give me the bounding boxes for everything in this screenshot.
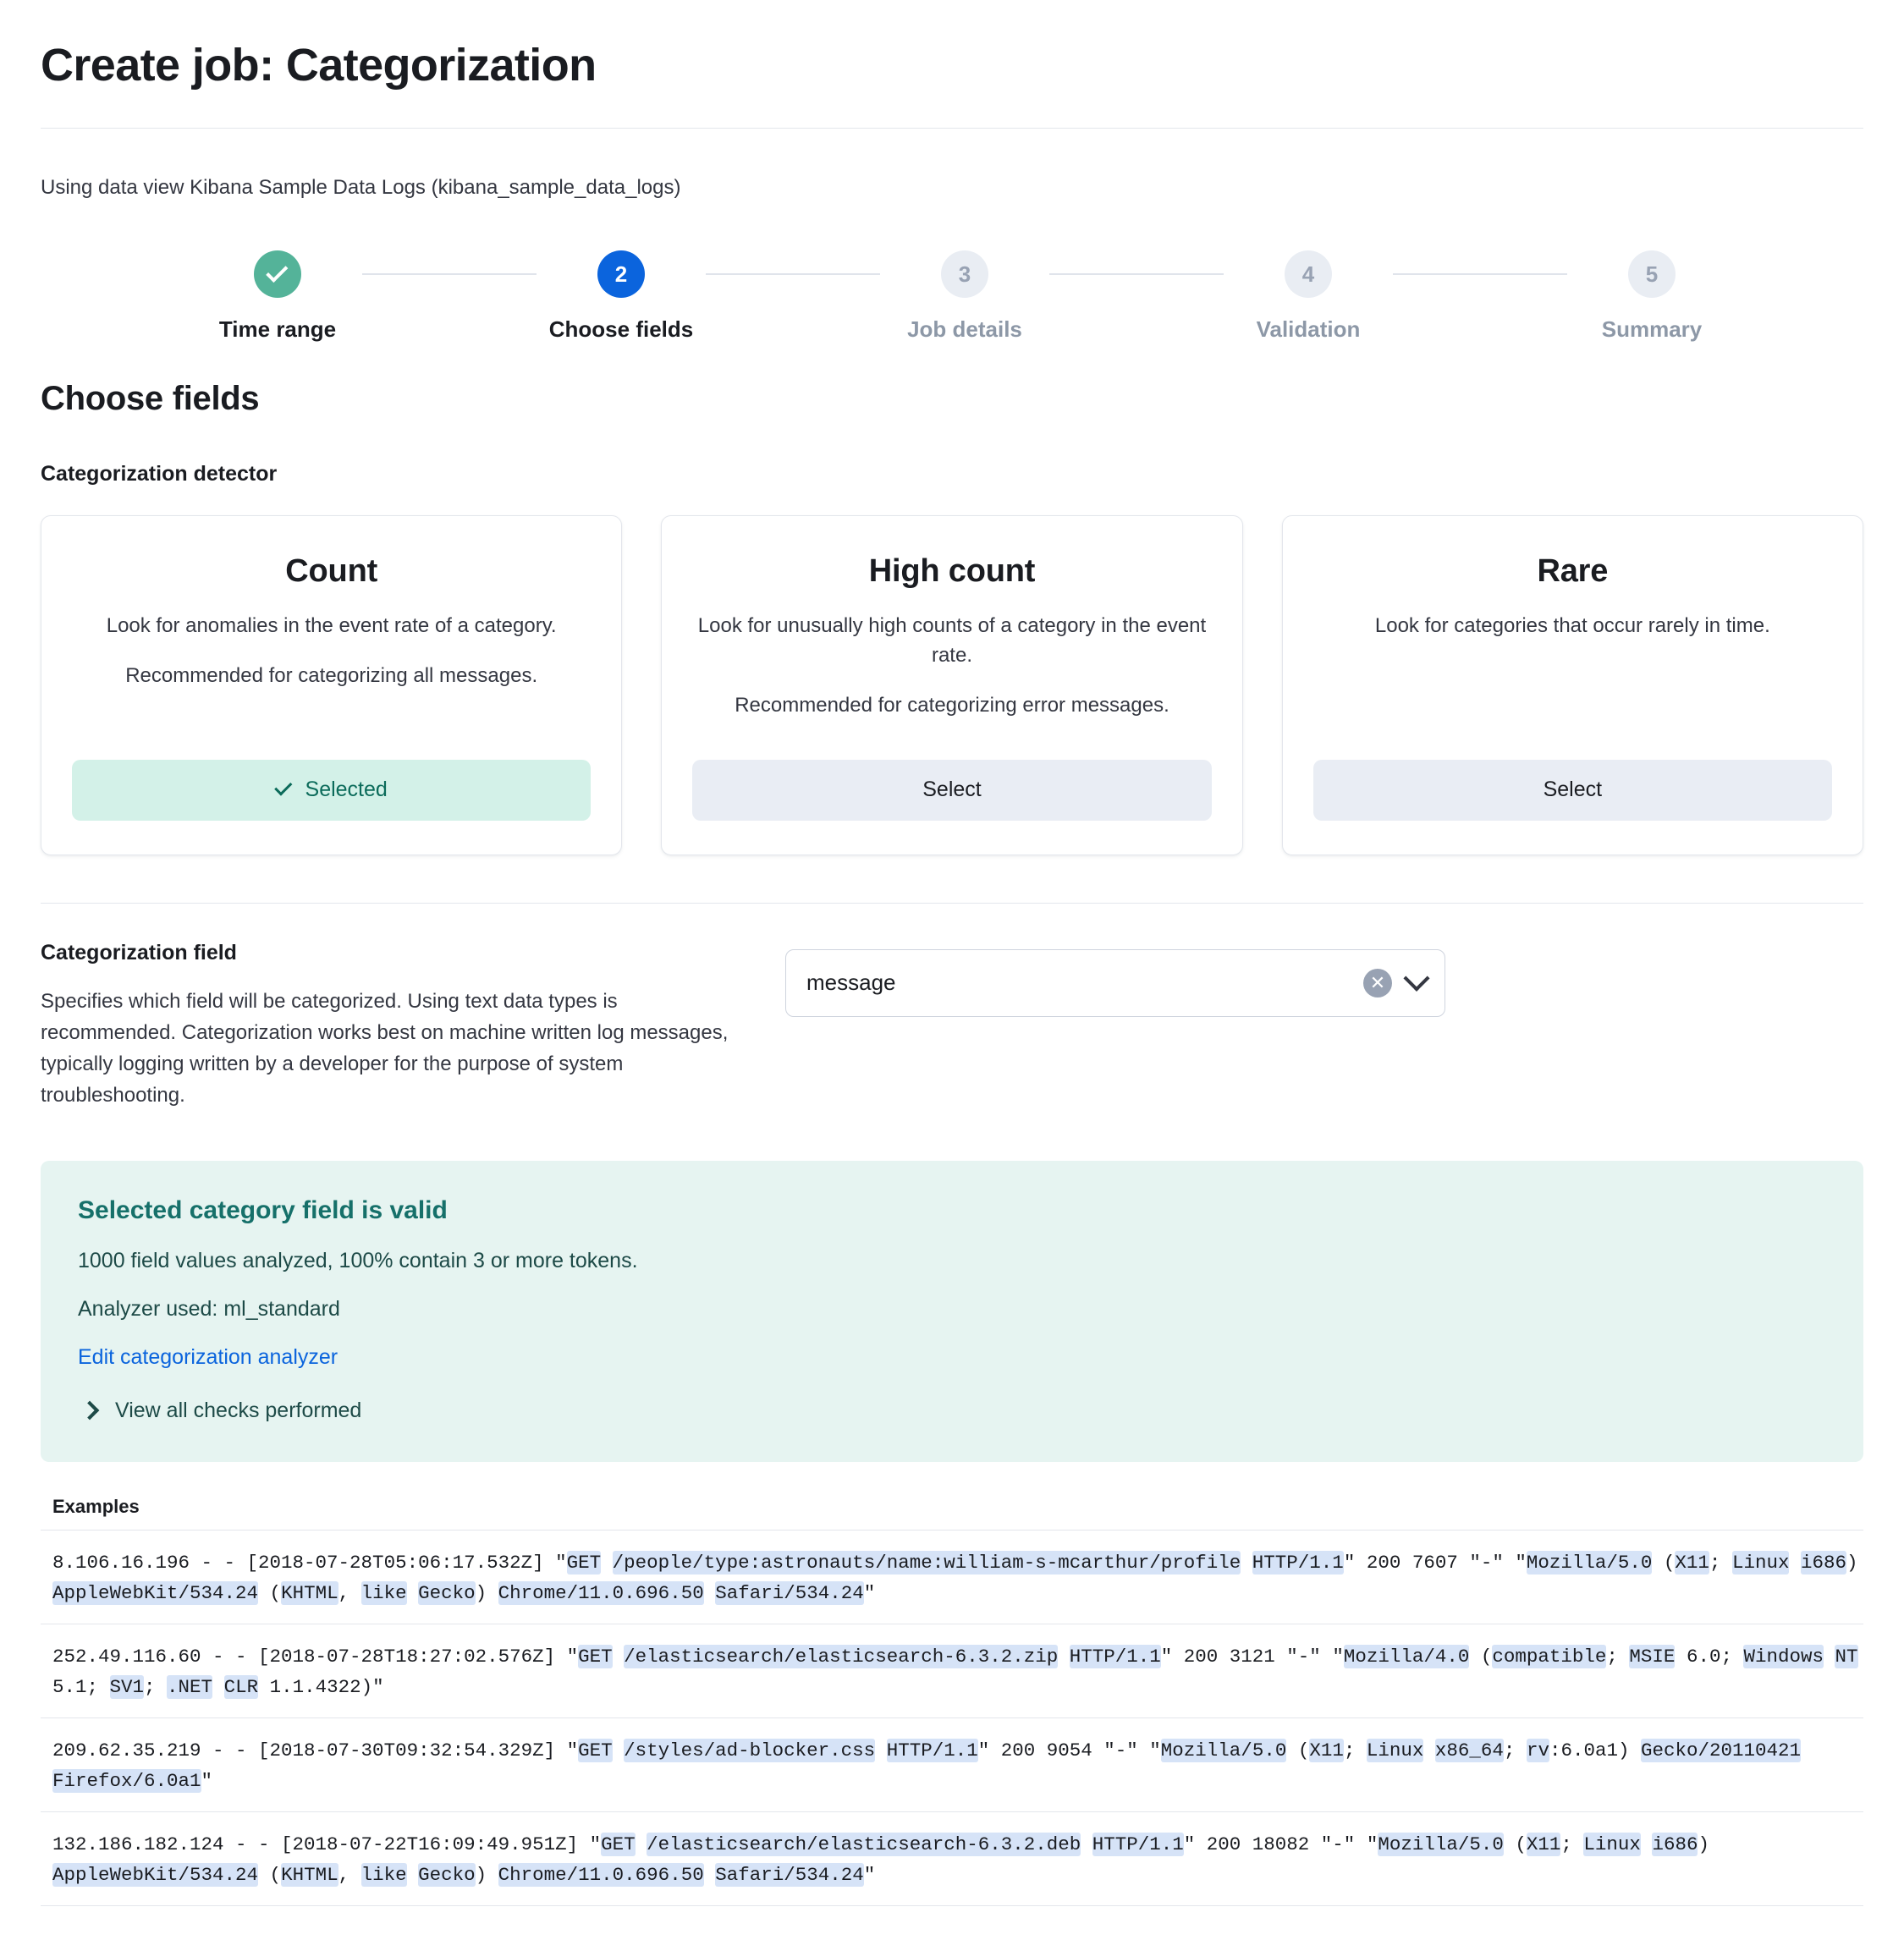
- example-text: ,: [338, 1581, 361, 1604]
- check-icon: [274, 778, 292, 796]
- example-token: i686: [1800, 1551, 1846, 1574]
- example-token: MSIE: [1629, 1645, 1676, 1668]
- example-token: Linux: [1366, 1739, 1424, 1761]
- example-text: ;: [144, 1675, 168, 1698]
- select-rare-button[interactable]: [1313, 760, 1832, 821]
- example-log-row: [41, 1717, 1863, 1811]
- example-token: like: [360, 1581, 407, 1604]
- card-spacer: [1313, 662, 1832, 741]
- example-token: AppleWebKit/534.24: [52, 1863, 259, 1886]
- example-token: Windows: [1743, 1645, 1824, 1668]
- example-text: (: [1286, 1739, 1310, 1761]
- example-text: 5.1;: [52, 1675, 110, 1698]
- select-high-count-label: Select: [922, 778, 982, 802]
- card-description: Look for unusually high counts of a category in the event rate.: [697, 614, 1207, 668]
- example-text: ;: [1560, 1833, 1584, 1855]
- example-token: KHTML: [281, 1863, 338, 1886]
- example-text: ": [201, 1769, 213, 1792]
- example-token: Mozilla/5.0: [1160, 1739, 1287, 1761]
- card-title: High count: [868, 553, 1036, 590]
- example-text: 209.62.35.219 - - [2018-07-30T09:32:54.329Z] ": [52, 1739, 579, 1761]
- example-token: x86_64: [1434, 1739, 1504, 1761]
- example-token: KHTML: [281, 1581, 338, 1604]
- example-text: [613, 1739, 625, 1761]
- chevron-right-icon: [80, 1401, 100, 1421]
- example-token: GET: [578, 1645, 613, 1668]
- example-text: [704, 1864, 716, 1886]
- clear-icon[interactable]: ✕: [1363, 969, 1392, 997]
- edit-categorization-analyzer-link[interactable]: Edit categorization analyzer: [78, 1344, 338, 1369]
- example-text: " 200 7607 "-" ": [1343, 1551, 1527, 1574]
- step-connector-4: [1393, 273, 1567, 275]
- example-token: /styles/ad-blocker.css: [624, 1739, 876, 1761]
- example-text: [1058, 1646, 1070, 1668]
- detector-card-high-count[interactable]: [661, 515, 1242, 855]
- validation-callout: [41, 1161, 1863, 1462]
- view-all-checks-toggle[interactable]: [78, 1399, 1826, 1423]
- view-all-checks-label: View all checks performed: [115, 1398, 362, 1422]
- step-choose-fields[interactable]: [537, 250, 706, 343]
- example-text: 132.186.182.124 - - [2018-07-22T16:09:49.951Z] ": [52, 1833, 602, 1855]
- example-token: SV1: [109, 1675, 145, 1698]
- example-token: Gecko: [418, 1581, 476, 1604]
- detector-card-rare[interactable]: [1282, 515, 1863, 855]
- select-count-label: Selected: [305, 778, 388, 802]
- cards-divider: [41, 903, 1863, 904]
- example-token: HTTP/1.1: [886, 1739, 978, 1761]
- step-time-range[interactable]: [193, 250, 362, 343]
- example-token: /elasticsearch/elasticsearch-6.3.2.deb: [647, 1833, 1081, 1855]
- example-text: 6.0;: [1675, 1645, 1744, 1668]
- example-text: ;: [1606, 1645, 1630, 1668]
- step-label-3: Job details: [907, 316, 1022, 343]
- example-token: Mozilla/5.0: [1526, 1551, 1653, 1574]
- step-label-1: Time range: [218, 316, 337, 343]
- example-text: 8.106.16.196 - - [2018-07-28T05:06:17.532Z] ": [52, 1551, 567, 1574]
- callout-title: Selected category field is valid: [78, 1195, 448, 1224]
- examples-label: Examples: [52, 1495, 140, 1517]
- wizard-steps: [41, 250, 1863, 343]
- categorization-field-title: Categorization field: [41, 940, 237, 965]
- step-connector-2: [706, 273, 880, 275]
- example-text: [407, 1864, 419, 1886]
- example-text: [407, 1582, 419, 1604]
- example-text: ,: [338, 1863, 361, 1886]
- step-job-details[interactable]: [880, 250, 1049, 343]
- example-token: i686: [1652, 1833, 1698, 1855]
- categorization-field-description: Specifies which field will be categorized. Using text data types is recommended. Categorization works best on machine written log messages, typically logging written by a developer for the purpose of system troubleshooting.: [41, 989, 729, 1107]
- example-token: Gecko/20110421: [1640, 1739, 1802, 1761]
- example-text: [1789, 1552, 1801, 1574]
- example-token: NT: [1835, 1645, 1858, 1668]
- example-text: 252.49.116.60 - - [2018-07-28T18:27:02.576Z] ": [52, 1645, 579, 1668]
- example-text: ;: [1503, 1739, 1527, 1761]
- step-summary[interactable]: [1567, 250, 1736, 343]
- example-token: GET: [566, 1551, 602, 1574]
- card-title: Rare: [1537, 553, 1609, 590]
- example-text: [704, 1582, 716, 1604]
- example-token: HTTP/1.1: [1252, 1551, 1344, 1574]
- step-indicator-4: 4: [1285, 250, 1332, 298]
- example-token: HTTP/1.1: [1092, 1833, 1184, 1855]
- example-token: X11: [1309, 1739, 1344, 1761]
- callout-line-analyzed: 1000 field values analyzed, 100% contain 3 or more tokens.: [78, 1248, 638, 1272]
- select-count-button[interactable]: [72, 760, 591, 821]
- example-text: ": [863, 1581, 876, 1604]
- example-text: ;: [1343, 1739, 1367, 1761]
- example-log-row: [41, 1811, 1863, 1906]
- example-text: " 200 9054 "-" ": [977, 1739, 1161, 1761]
- example-token: HTTP/1.1: [1069, 1645, 1161, 1668]
- step-connector-1: [362, 273, 537, 275]
- card-description: Look for categories that occur rarely in time.: [1374, 614, 1770, 638]
- example-token: /people/type:astronauts/name:william-s-mcarthur/profile: [612, 1551, 1241, 1574]
- step-connector-3: [1049, 273, 1224, 275]
- example-token: Safari/534.24: [715, 1863, 864, 1886]
- example-token: Chrome/11.0.696.50: [498, 1581, 704, 1604]
- example-log-row: [41, 1624, 1863, 1717]
- example-token: X11: [1526, 1833, 1561, 1855]
- example-text: [1241, 1552, 1252, 1574]
- examples-list: [41, 1530, 1863, 1906]
- example-text: (: [258, 1863, 282, 1886]
- example-text: [1423, 1739, 1435, 1761]
- example-text: (: [1503, 1833, 1527, 1855]
- create-job-page: [0, 41, 1904, 1940]
- example-text: :6.0a1): [1549, 1739, 1641, 1761]
- example-token: Chrome/11.0.696.50: [498, 1863, 704, 1886]
- example-text: " 200 3121 "-" ": [1160, 1645, 1344, 1668]
- example-text: (: [1469, 1645, 1493, 1668]
- example-token: Mozilla/5.0: [1378, 1833, 1504, 1855]
- example-text: ): [475, 1581, 498, 1604]
- example-log-row: [41, 1530, 1863, 1624]
- step-indicator-1: [254, 250, 301, 298]
- page-title: Create job: Categorization: [41, 40, 597, 91]
- example-token: Linux: [1731, 1551, 1790, 1574]
- example-text: [875, 1739, 887, 1761]
- step-label-4: Validation: [1256, 316, 1361, 343]
- select-rare-label: Select: [1543, 778, 1603, 802]
- example-text: [1824, 1646, 1835, 1668]
- example-token: .NET: [167, 1675, 213, 1698]
- example-token: Mozilla/4.0: [1343, 1645, 1470, 1668]
- example-token: AppleWebKit/534.24: [52, 1581, 259, 1604]
- example-token: Gecko: [418, 1863, 476, 1886]
- chevron-down-icon[interactable]: [1403, 965, 1429, 992]
- check-icon: [266, 261, 288, 283]
- example-text: [1641, 1833, 1653, 1855]
- example-text: ": [863, 1863, 876, 1886]
- example-text: ): [1846, 1551, 1858, 1574]
- example-text: ): [475, 1863, 498, 1886]
- categorization-field-row: [41, 941, 1863, 1112]
- example-text: [601, 1552, 613, 1574]
- example-token: X11: [1675, 1551, 1709, 1574]
- example-token: CLR: [223, 1675, 259, 1698]
- example-text: (: [258, 1581, 282, 1604]
- example-text: " 200 18082 "-" ": [1183, 1833, 1378, 1855]
- card-recommendation: Recommended for categorizing error messages.: [735, 693, 1169, 717]
- example-token: like: [360, 1863, 407, 1886]
- example-token: /elasticsearch/elasticsearch-6.3.2.zip: [624, 1645, 1059, 1668]
- example-text: ): [1698, 1833, 1709, 1855]
- example-token: rv: [1526, 1739, 1549, 1761]
- example-token: Firefox/6.0a1: [52, 1769, 201, 1792]
- detector-card-count[interactable]: [41, 515, 622, 855]
- detector-card-list: [41, 515, 1863, 855]
- step-validation[interactable]: [1224, 250, 1393, 343]
- example-text: 1.1.4322)": [258, 1675, 384, 1698]
- categorization-field-select[interactable]: [785, 949, 1445, 1017]
- step-indicator-2: 2: [597, 250, 645, 298]
- section-title-choose-fields: Choose fields: [41, 380, 260, 418]
- example-text: [636, 1833, 647, 1855]
- example-text: (: [1652, 1551, 1676, 1574]
- example-token: GET: [578, 1739, 613, 1761]
- example-token: GET: [601, 1833, 636, 1855]
- step-indicator-3: 3: [941, 250, 988, 298]
- card-spacer: [72, 712, 591, 741]
- step-label-5: Summary: [1601, 316, 1703, 343]
- categorization-field-value: message: [806, 970, 896, 996]
- callout-line-analyzer: Analyzer used: ml_standard: [78, 1296, 340, 1321]
- card-title: Count: [285, 553, 378, 590]
- example-token: Safari/534.24: [715, 1581, 864, 1604]
- title-divider: [41, 128, 1863, 129]
- example-text: ;: [1709, 1551, 1732, 1574]
- categorization-detector-title: Categorization detector: [41, 462, 278, 486]
- step-indicator-5: 5: [1628, 250, 1676, 298]
- card-recommendation: Recommended for categorizing all messages.: [125, 664, 538, 688]
- example-token: compatible: [1492, 1645, 1607, 1668]
- example-text: [613, 1646, 625, 1668]
- select-high-count-button[interactable]: [692, 760, 1211, 821]
- data-view-description: Using data view Kibana Sample Data Logs (kibana_sample_data_logs): [41, 176, 681, 200]
- categorization-field-info: [41, 941, 735, 1112]
- example-text: [212, 1676, 224, 1698]
- step-label-2: Choose fields: [548, 316, 694, 343]
- card-description: Look for anomalies in the event rate of a category.: [106, 614, 557, 638]
- example-text: [1081, 1833, 1092, 1855]
- example-token: Linux: [1583, 1833, 1641, 1855]
